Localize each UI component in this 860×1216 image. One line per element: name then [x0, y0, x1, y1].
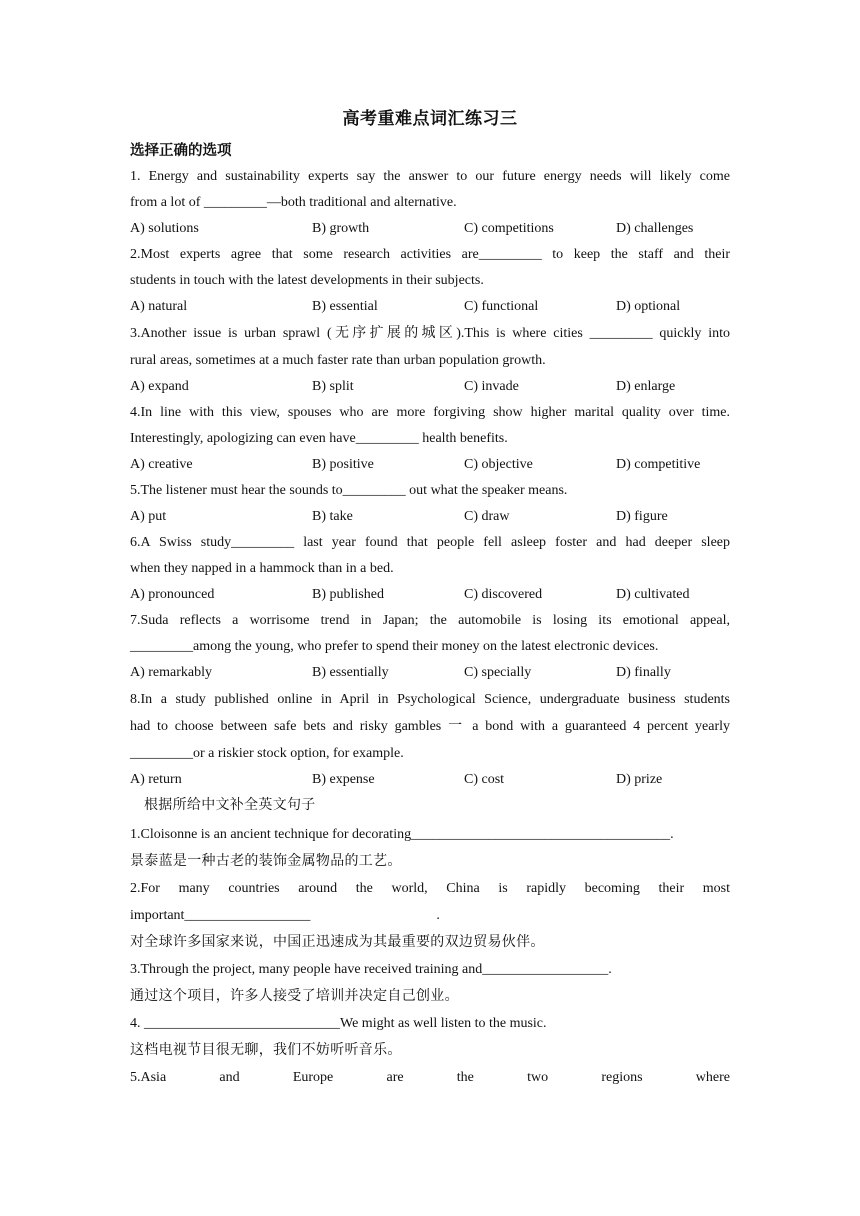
- question-1: [130, 164, 730, 242]
- question-3: [130, 320, 730, 400]
- question-text-line: 2.Most experts agree that some research activities are_________ to keep the staff and their: [130, 247, 730, 262]
- option-a: A) creative: [130, 457, 193, 472]
- question-8: [130, 686, 730, 793]
- translation-zh-line: 这档电视节目很无聊，我们不妨听听音乐。: [130, 1043, 402, 1058]
- option-c: C) discovered: [464, 587, 543, 602]
- option-a: A) expand: [130, 379, 189, 394]
- option-c: C) competitions: [464, 221, 554, 236]
- question-7: [130, 608, 730, 686]
- option-d: D) challenges: [616, 221, 694, 236]
- option-d: D) finally: [616, 665, 671, 680]
- option-b: B) expense: [312, 772, 375, 787]
- translation-en-line: 2.For many countries around the world, China is rapidly becoming their most: [130, 881, 730, 896]
- question-text-line: 7.Suda reflects a worrisome trend in Japan; the automobile is losing its emotional appeal,: [130, 613, 730, 628]
- option-b: B) positive: [312, 457, 374, 472]
- translation-zh-line: 对全球许多国家来说，中国正迅速成为其最重要的双边贸易伙伴。: [130, 935, 545, 950]
- option-d: D) prize: [616, 772, 663, 787]
- translation-en-line: 5.Asia and Europe are the two regions where: [130, 1070, 730, 1085]
- options-row: [130, 294, 730, 320]
- option-b: B) essentially: [312, 665, 389, 680]
- option-c: C) invade: [464, 379, 519, 394]
- question-text-line: students in touch with the latest developments in their subjects.: [130, 273, 484, 288]
- translation-en-line: 3.Through the project, many people have received training and__________________.: [130, 962, 612, 977]
- option-a: A) return: [130, 772, 182, 787]
- translation-en-line: 1.Cloisonne is an ancient technique for decorating_____________________________________.: [130, 827, 674, 842]
- option-d: D) enlarge: [616, 379, 676, 394]
- question-text-line: _________among the young, who prefer to spend their money on the latest electronic devices.: [130, 639, 659, 654]
- question-text-line: _________or a riskier stock option, for example.: [130, 746, 404, 761]
- option-c: C) specially: [464, 665, 532, 680]
- option-a: A) put: [130, 509, 167, 524]
- question-2: [130, 242, 730, 320]
- question-text-line: from a lot of _________—both traditional and alternative.: [130, 195, 457, 210]
- question-text-line: 1. Energy and sustainability experts say the answer to our future energy needs will likely come: [130, 169, 730, 184]
- option-a: A) solutions: [130, 221, 199, 236]
- question-text-line: Interestingly, apologizing can even have_________ health benefits.: [130, 431, 508, 446]
- options-row: [130, 216, 730, 242]
- option-c: C) objective: [464, 457, 533, 472]
- options-row: [130, 504, 730, 530]
- option-c: C) cost: [464, 772, 505, 787]
- question-text-line: 4.In line with this view, spouses who are more forgiving show higher marital quality over time.: [130, 405, 730, 420]
- option-d: D) competitive: [616, 457, 701, 472]
- option-d: D) figure: [616, 509, 668, 524]
- option-b: B) published: [312, 587, 384, 602]
- section-heading-translation: 根据所给中文补全英文句子: [144, 798, 316, 813]
- option-d: D) optional: [616, 299, 681, 314]
- options-row: [130, 452, 730, 478]
- option-b: B) split: [312, 379, 354, 394]
- options-row: [130, 660, 730, 686]
- option-a: A) natural: [130, 299, 188, 314]
- section-heading-choice: 选择正确的选项: [130, 143, 232, 159]
- question-text-line: 6.A Swiss study_________ last year found that people fell asleep foster and had deeper sleep: [130, 535, 730, 550]
- options-row: [130, 582, 730, 608]
- option-d: D) cultivated: [616, 587, 690, 602]
- option-c: C) functional: [464, 299, 539, 314]
- question-4: [130, 400, 730, 478]
- options-row: [130, 374, 730, 400]
- option-c: C) draw: [464, 509, 510, 524]
- translation-zh-line: 通过这个项目，许多人接受了培训并决定自己创业。: [130, 989, 459, 1004]
- question-text-line: when they napped in a hammock than in a bed.: [130, 561, 394, 576]
- question-5: [130, 478, 730, 530]
- exercise-content: [130, 164, 730, 1091]
- question-text-line: 8.In a study published online in April in Psychological Science, undergraduate business students: [130, 692, 730, 707]
- option-b: B) take: [312, 509, 353, 524]
- question-text-line: rural areas, sometimes at a much faster rate than urban population growth.: [130, 353, 546, 368]
- translation-zh-line: 景泰蓝是一种古老的装饰金属物品的工艺。: [130, 854, 402, 869]
- page-title: 高考重难点词汇练习三: [342, 109, 518, 128]
- option-a: A) pronounced: [130, 587, 215, 602]
- question-text-line: 3.Another issue is urban sprawl (无序扩展的城区).This is where cities _________ quickly into: [130, 326, 730, 341]
- question-6: [130, 530, 730, 608]
- question-text-line: 5.The listener must hear the sounds to_________ out what the speaker means.: [130, 483, 568, 498]
- translation-en-line: important__________________ .: [130, 908, 440, 923]
- option-b: B) growth: [312, 221, 370, 236]
- translation-en-line: 4. ____________________________We might as well listen to the music.: [130, 1016, 547, 1031]
- option-b: B) essential: [312, 299, 378, 314]
- option-a: A) remarkably: [130, 665, 213, 680]
- question-text-line: had to choose between safe bets and risky gambles 一 a bond with a guaranteed 4 percent yearly: [130, 719, 730, 734]
- options-row: [130, 767, 730, 793]
